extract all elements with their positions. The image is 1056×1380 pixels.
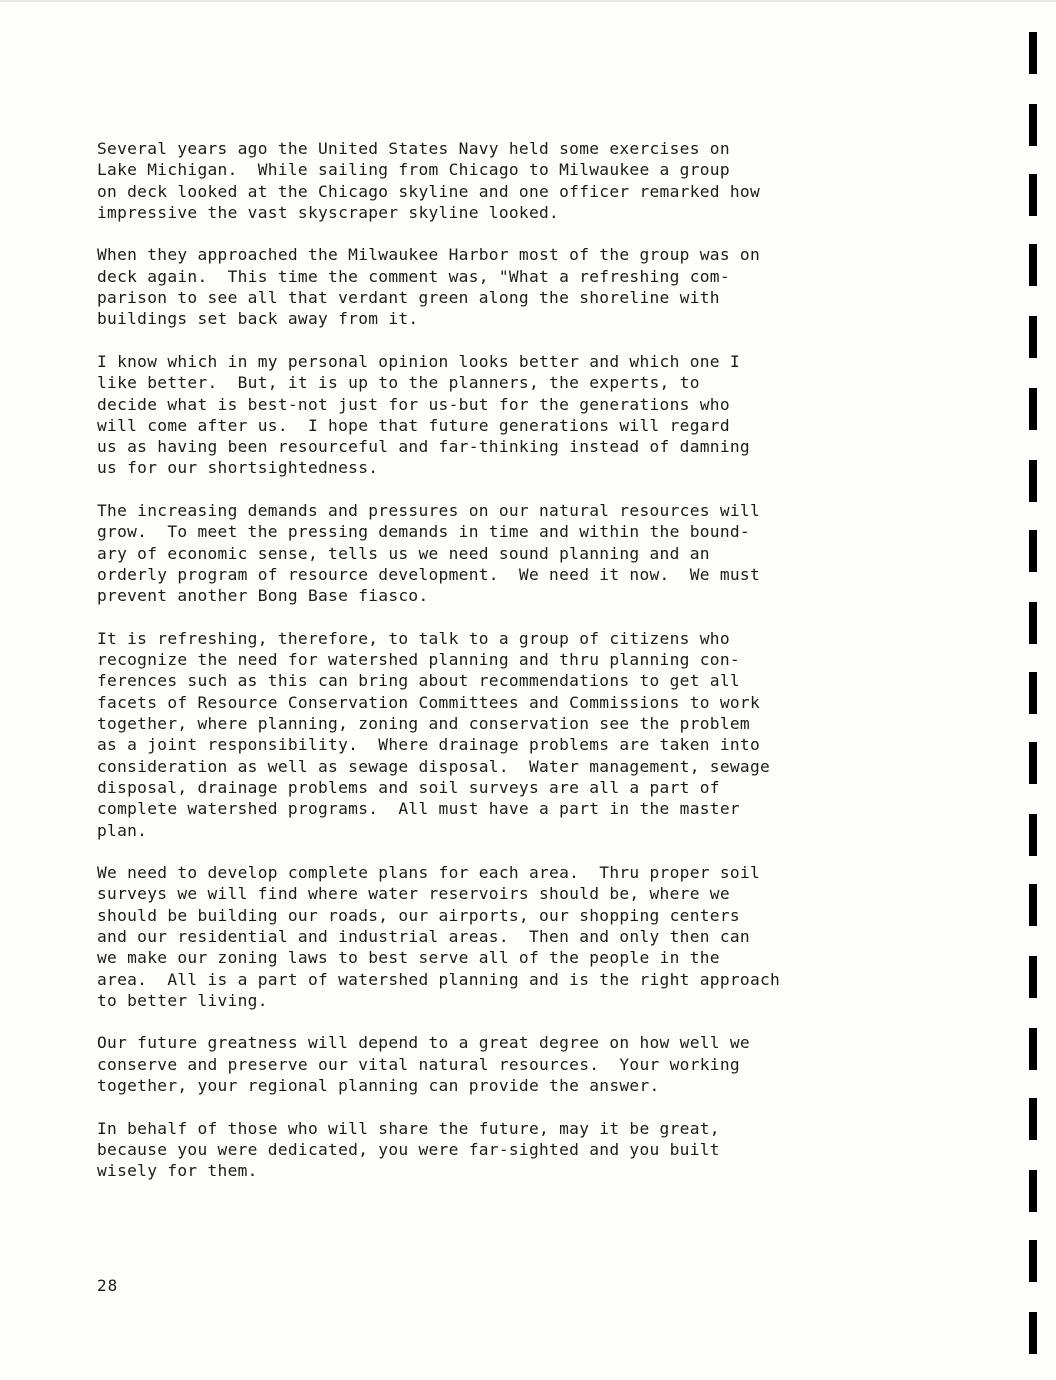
text-line: The increasing demands and pressures on our natural resources will — [97, 501, 761, 521]
text-line: plan. — [97, 820, 148, 840]
text-line: will come after us. I hope that future generations will regard — [97, 415, 730, 435]
text-line: like better. But, it is up to the planners, the experts, to — [97, 373, 700, 393]
text-line: When they approached the Milwaukee Harbor most of the group was on — [97, 245, 761, 265]
text-line: orderly program of resource development. We need it now. We must — [97, 564, 761, 584]
text-line: together, your regional planning can provide the answer. — [97, 1076, 660, 1096]
text-line: impressive the vast skyscraper skyline looked. — [97, 202, 560, 222]
binding-mark — [1029, 104, 1037, 146]
binding-mark — [1029, 316, 1037, 358]
text-line: Lake Michigan. While sailing from Chicago to Milwaukee a group — [97, 160, 730, 180]
text-line: facets of Resource Conservation Committees and Commissions to work — [97, 692, 761, 712]
text-line: decide what is best-not just for us-but for the generations who — [97, 394, 730, 414]
paragraph-closing — [97, 1118, 967, 1182]
text-line: together, where planning, zoning and conservation see the problem — [97, 714, 750, 734]
text-line: deck again. This time the comment was, "What a refreshing com- — [97, 266, 730, 286]
text-line: parison to see all that verdant green along the shoreline with — [97, 288, 720, 308]
paragraph-watershed-planning — [97, 628, 967, 841]
text-line: should be building our roads, our airports, our shopping centers — [97, 905, 740, 925]
text-line: In behalf of those who will share the future, may it be great, — [97, 1118, 720, 1138]
binding-mark — [1029, 672, 1037, 714]
paragraph-complete-plans — [97, 862, 967, 1011]
binding-mark — [1029, 1170, 1037, 1212]
binding-mark — [1029, 602, 1037, 644]
text-line: Several years ago the United States Navy held some exercises on — [97, 139, 730, 158]
binding-mark — [1029, 32, 1037, 74]
text-line: to better living. — [97, 990, 268, 1010]
binding-mark — [1029, 460, 1037, 502]
text-line: us for our shortsightedness. — [97, 458, 379, 478]
binding-mark — [1029, 530, 1037, 572]
paragraph-future-greatness — [97, 1032, 967, 1096]
text-line: grow. To meet the pressing demands in time and within the bound- — [97, 522, 750, 542]
text-line: I know which in my personal opinion looks better and which one I — [97, 351, 740, 371]
text-line: ferences such as this can bring about recommendations to get all — [97, 671, 740, 691]
binding-mark — [1029, 1028, 1037, 1070]
text-line: us as having been resourceful and far-thinking instead of damning — [97, 437, 750, 457]
text-line: wisely for them. — [97, 1161, 258, 1181]
top-edge-rule — [0, 0, 1056, 2]
paragraph-milwaukee-harbor — [97, 244, 967, 329]
text-line: buildings set back away from it. — [97, 309, 419, 329]
binding-mark — [1029, 742, 1037, 784]
binding-mark — [1029, 1312, 1037, 1354]
text-line: We need to develop complete plans for each area. Thru proper soil — [97, 863, 761, 883]
binding-mark — [1029, 814, 1037, 856]
paragraph-navy-exercises — [97, 138, 967, 223]
text-line: and our residential and industrial areas. Then and only then can — [97, 926, 750, 946]
text-line: because you were dedicated, you were far-sighted and you built — [97, 1139, 720, 1159]
text-line: Our future greatness will depend to a great degree on how well we — [97, 1033, 750, 1053]
text-line: as a joint responsibility. Where drainage problems are taken into — [97, 735, 761, 755]
binding-mark — [1029, 388, 1037, 430]
text-line: recognize the need for watershed planning and thru planning con- — [97, 650, 740, 670]
binding-mark — [1029, 884, 1037, 926]
binding-mark — [1029, 956, 1037, 998]
text-line: prevent another Bong Base fiasco. — [97, 586, 429, 606]
text-line: ary of economic sense, tells us we need sound planning and an — [97, 543, 710, 563]
binding-mark — [1029, 244, 1037, 286]
paragraph-increasing-demands — [97, 500, 967, 606]
text-line: on deck looked at the Chicago skyline and one officer remarked how — [97, 181, 761, 201]
binding-mark — [1029, 1240, 1037, 1282]
text-line: It is refreshing, therefore, to talk to a group of citizens who — [97, 628, 730, 648]
text-line: complete watershed programs. All must have a part in the master — [97, 799, 740, 819]
text-line: conserve and preserve our vital natural resources. Your working — [97, 1054, 740, 1074]
paragraph-personal-opinion — [97, 351, 967, 479]
text-line: we make our zoning laws to best serve all of the people in the — [97, 948, 720, 968]
text-line: area. All is a part of watershed planning and is the right approach — [97, 969, 781, 989]
document-body — [97, 138, 967, 1203]
page-number: 28 — [97, 1276, 119, 1295]
binding-mark — [1029, 174, 1037, 216]
binding-strip — [1022, 0, 1056, 1380]
text-line: surveys we will find where water reservoirs should be, where we — [97, 884, 730, 904]
text-line: consideration as well as sewage disposal. Water management, sewage — [97, 756, 771, 776]
binding-mark — [1029, 1098, 1037, 1140]
text-line: disposal, drainage problems and soil surveys are all a part of — [97, 777, 720, 797]
